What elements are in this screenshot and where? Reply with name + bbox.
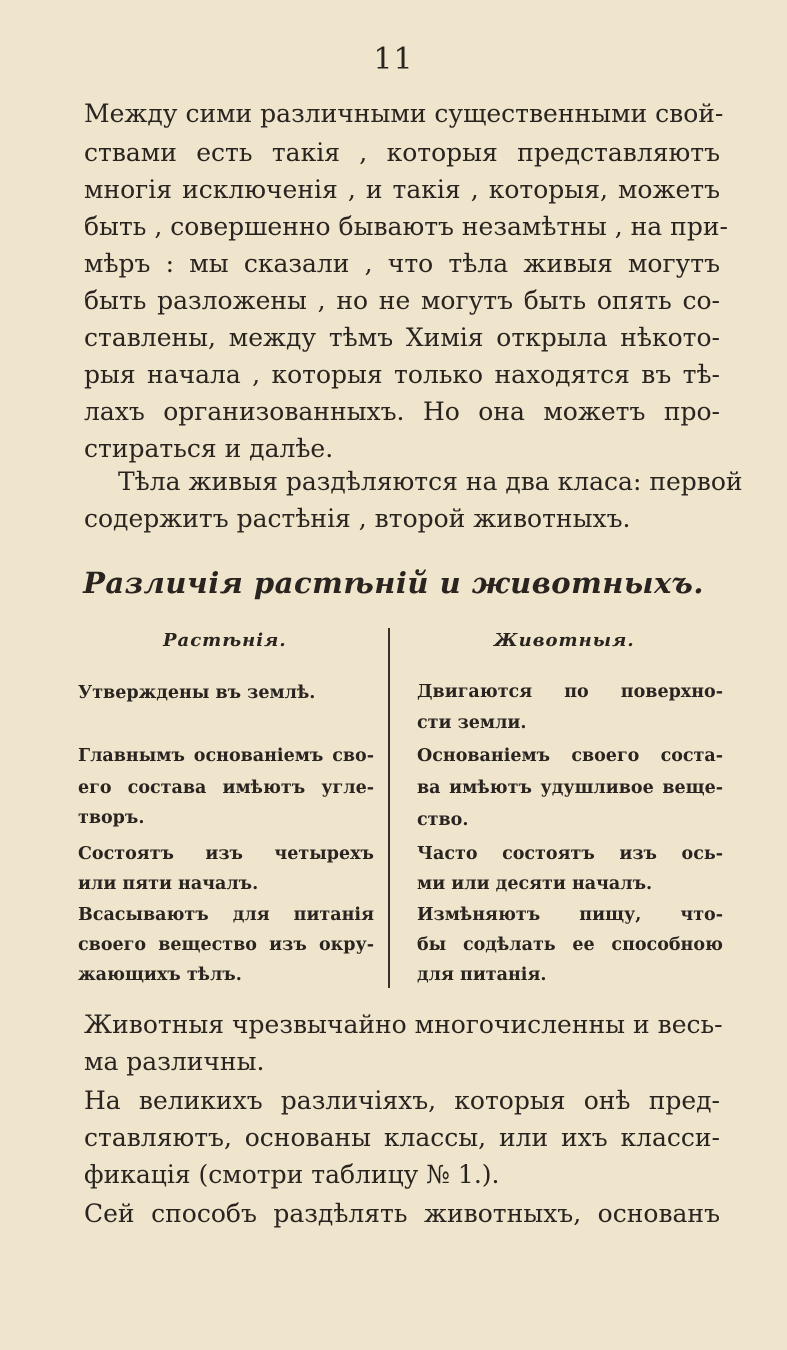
text-line: быть , совершенно бываютъ незамѣтны , на при- bbox=[84, 212, 728, 241]
table-cell: ва имѣютъ удушливое веще- bbox=[417, 778, 723, 798]
table-cell: или пяти началъ. bbox=[78, 874, 259, 894]
text-line: Тѣла живыя раздѣляются на два класа: первой bbox=[118, 467, 743, 496]
table-cell: ство. bbox=[417, 810, 469, 830]
text-line: быть разложены , но не могутъ быть опять со- bbox=[84, 286, 720, 315]
table-cell: жающихъ тѣлъ. bbox=[78, 965, 242, 985]
table-cell: Главнымъ основаніемъ сво- bbox=[78, 746, 374, 766]
text-line: Сей способъ раздѣлять животныхъ, основанъ bbox=[84, 1199, 720, 1228]
text-line: стираться и далѣе. bbox=[84, 434, 334, 463]
table-cell: сти земли. bbox=[417, 713, 527, 733]
table-cell: Часто состоятъ изъ ось- bbox=[417, 844, 723, 864]
column-divider bbox=[388, 628, 390, 988]
column-header-plants: Растѣнія. bbox=[163, 630, 287, 651]
text-line: ставлены, между тѣмъ Химія открыла нѣкото- bbox=[84, 323, 720, 352]
text-line: ма различны. bbox=[84, 1047, 265, 1076]
text-line: На великихъ различіяхъ, которыя онѣ пред- bbox=[84, 1086, 720, 1115]
text-line: ставляютъ, основаны классы, или ихъ класси- bbox=[84, 1123, 720, 1152]
section-title: Различія растѣній и животныхъ. bbox=[83, 566, 704, 600]
text-line: фикація (смотри таблицу № 1.). bbox=[84, 1160, 500, 1189]
text-line: ствами есть такія , которыя представляютъ bbox=[84, 138, 720, 167]
table-cell: своего вещество изъ окру- bbox=[78, 935, 374, 955]
text-line: Между сими различными существенными свой- bbox=[84, 99, 724, 128]
table-cell: бы содѣлать ее способною bbox=[417, 935, 723, 955]
text-line: рыя начала , которыя только находятся въ тѣ- bbox=[84, 360, 720, 389]
table-cell: Утверждены въ землѣ. bbox=[78, 683, 316, 703]
text-line: мѣръ : мы сказали , что тѣла живыя могутъ bbox=[84, 249, 720, 278]
table-cell: Состоятъ изъ четырехъ bbox=[78, 844, 374, 864]
column-header-animals: Животныя. bbox=[494, 630, 635, 651]
page-number: 11 bbox=[373, 42, 414, 77]
text-line: многія исключенія , и такія , которыя, можетъ bbox=[84, 175, 720, 204]
table-cell: его состава имѣютъ угле- bbox=[78, 778, 374, 798]
table-cell: Основаніемъ своего соста- bbox=[417, 746, 723, 766]
text-line: лахъ организованныхъ. Но она можетъ про- bbox=[84, 397, 720, 426]
table-cell: Двигаются по поверхно- bbox=[417, 682, 723, 702]
table-cell: для питанія. bbox=[417, 965, 547, 985]
text-line: содержитъ растѣнія , второй животныхъ. bbox=[84, 504, 631, 533]
table-cell: ми или десяти началъ. bbox=[417, 874, 653, 894]
table-cell: Всасываютъ для питанія bbox=[78, 905, 374, 925]
table-cell: Измѣняютъ пищу, что- bbox=[417, 905, 723, 925]
text-line: Животныя чрезвычайно многочисленны и весь- bbox=[84, 1010, 723, 1039]
table-cell: творъ. bbox=[78, 808, 145, 828]
